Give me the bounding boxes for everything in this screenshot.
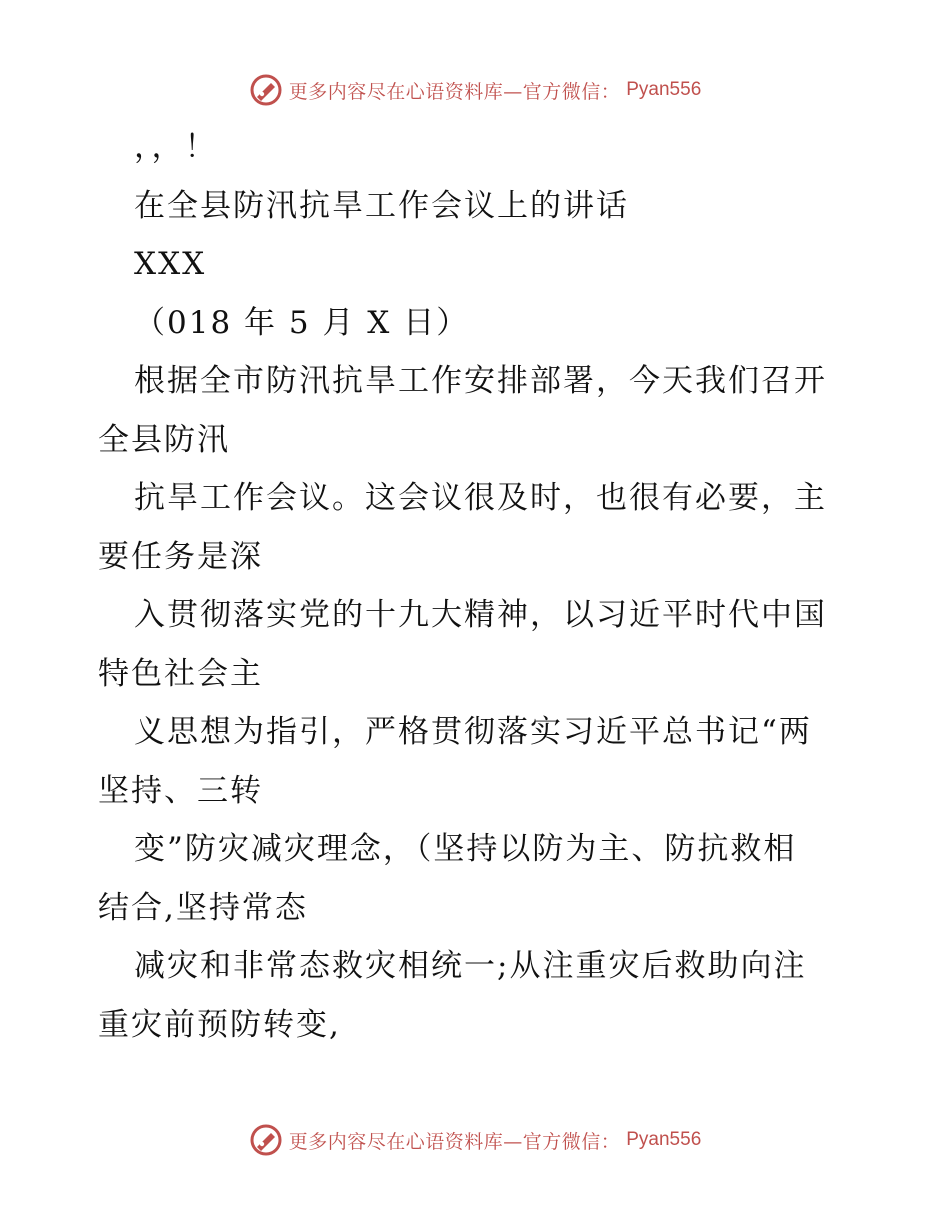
text-line: 结合,坚持常态	[98, 889, 308, 926]
text-line: XXX	[134, 246, 207, 282]
watermark-text: 更多内容尽在心语资料库—官方微信：	[288, 1130, 621, 1153]
text-line: 要任务是深	[98, 538, 263, 575]
text-line: 减灾和非常态救灾相统一;从注重灾后救助向注	[134, 948, 807, 984]
text-line: 重灾前预防转变,	[98, 1006, 341, 1043]
text-line: 入贯彻落实党的十九大精神，以习近平时代中国	[134, 597, 827, 633]
text-line: 特色社会主	[98, 655, 263, 692]
wechat-id: Pyan556	[626, 79, 702, 100]
red-pen-circle-logo-icon	[249, 1123, 283, 1157]
header-watermark-banner	[0, 70, 950, 110]
text-line: 根据全市防汛抗旱工作安排部署，今天我们召开	[134, 363, 827, 399]
document-body	[98, 118, 858, 1054]
footer-watermark-banner	[0, 1120, 950, 1160]
text-line: 义思想为指引，严格贯彻落实习近平总书记“两	[134, 714, 812, 750]
red-pen-circle-logo-icon	[249, 73, 283, 107]
watermark-text: 更多内容尽在心语资料库—官方微信：	[288, 80, 621, 103]
text-line: 变”防灾减灾理念，（坚持以防为主、防抗救相	[134, 831, 797, 867]
text-line: （018 年 5 月 X 日）	[134, 304, 470, 341]
text-line: 全县防汛	[98, 421, 230, 458]
text-line: 坚持、三转	[98, 772, 263, 809]
text-line: 抗旱工作会议。这会议很及时，也很有必要，主	[134, 480, 827, 516]
text-line: ，，！	[134, 129, 218, 165]
text-line: 在全县防汛抗旱工作会议上的讲话	[134, 187, 629, 224]
wechat-id: Pyan556	[626, 1129, 702, 1150]
